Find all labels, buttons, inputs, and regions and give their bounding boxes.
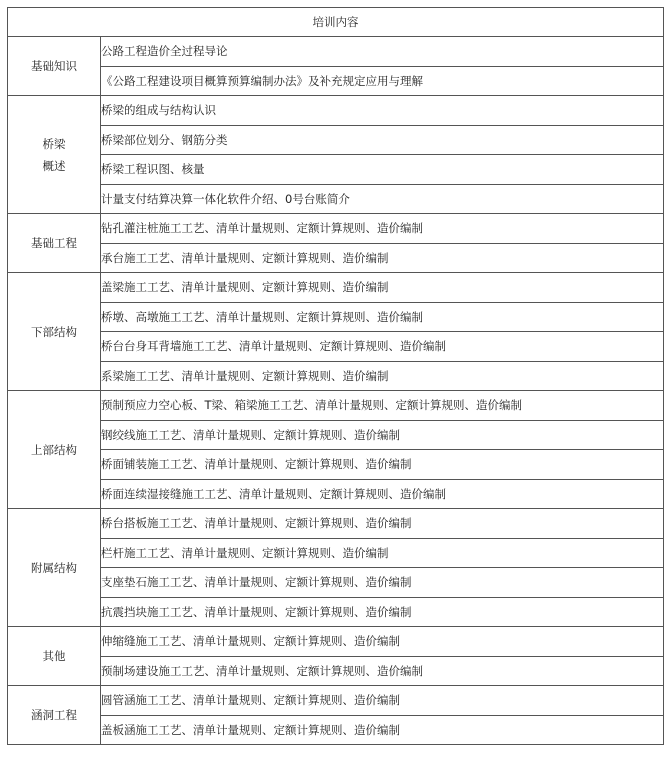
item-cell: 预制预应力空心板、T梁、箱梁施工工艺、清单计量规则、定额计算规则、造价编制 bbox=[101, 391, 664, 421]
item-cell: 《公路工程建设项目概算预算编制办法》及补充规定应用与理解 bbox=[101, 66, 664, 96]
item-cell: 桥面铺装施工工艺、清单计量规则、定额计算规则、造价编制 bbox=[101, 450, 664, 480]
item-cell: 桥面连续湿接缝施工工艺、清单计量规则、定额计算规则、造价编制 bbox=[101, 479, 664, 509]
item-cell: 桥台台身耳背墙施工工艺、清单计量规则、定额计算规则、造价编制 bbox=[101, 332, 664, 362]
item-cell: 伸缩缝施工工艺、清单计量规则、定额计算规则、造价编制 bbox=[101, 627, 664, 657]
section-label: 附属结构 bbox=[31, 560, 77, 575]
section-label: 基础工程 bbox=[31, 236, 77, 250]
item-cell: 盖梁施工工艺、清单计量规则、定额计算规则、造价编制 bbox=[101, 273, 664, 303]
section-label: 基础知识 bbox=[31, 59, 77, 73]
table-row bbox=[8, 96, 664, 126]
item-cell: 桥梁工程识图、核量 bbox=[101, 155, 664, 185]
item-cell: 桥台搭板施工工艺、清单计量规则、定额计算规则、造价编制 bbox=[101, 509, 664, 539]
table-row bbox=[8, 66, 664, 96]
item-cell: 系梁施工工艺、清单计量规则、定额计算规则、造价编制 bbox=[101, 361, 664, 391]
section-label: 上部结构 bbox=[31, 442, 77, 457]
table-row bbox=[8, 125, 664, 155]
section-label: 涵洞工程 bbox=[31, 708, 77, 722]
table-row bbox=[8, 273, 664, 303]
table-row bbox=[8, 715, 664, 745]
table-row bbox=[8, 568, 664, 598]
item-cell: 圆管涵施工工艺、清单计量规则、定额计算规则、造价编制 bbox=[101, 686, 664, 716]
section-cell-foundation bbox=[8, 214, 101, 273]
training-content-table bbox=[7, 7, 664, 745]
section-cell-superstructure bbox=[8, 391, 101, 509]
table-row bbox=[8, 155, 664, 185]
item-cell: 桥梁的组成与结构认识 bbox=[101, 96, 664, 126]
table-row bbox=[8, 214, 664, 244]
table-row bbox=[8, 627, 664, 657]
item-cell: 钻孔灌注桩施工工艺、清单计量规则、定额计算规则、造价编制 bbox=[101, 214, 664, 244]
item-cell: 桥梁部位划分、钢筋分类 bbox=[101, 125, 664, 155]
table-row bbox=[8, 361, 664, 391]
item-cell: 钢绞线施工工艺、清单计量规则、定额计算规则、造价编制 bbox=[101, 420, 664, 450]
section-cell-other bbox=[8, 627, 101, 686]
section-cell-substructure bbox=[8, 273, 101, 391]
section-label: 下部结构 bbox=[31, 324, 77, 339]
item-cell: 支座垫石施工工艺、清单计量规则、定额计算规则、造价编制 bbox=[101, 568, 664, 598]
table-row bbox=[8, 538, 664, 568]
table-row bbox=[8, 479, 664, 509]
item-cell: 承台施工工艺、清单计量规则、定额计算规则、造价编制 bbox=[101, 243, 664, 273]
header-row bbox=[8, 8, 664, 37]
item-cell: 公路工程造价全过程导论 bbox=[101, 37, 664, 67]
item-cell: 栏杆施工工艺、清单计量规则、定额计算规则、造价编制 bbox=[101, 538, 664, 568]
table-row bbox=[8, 184, 664, 214]
table-row bbox=[8, 420, 664, 450]
item-cell: 计量支付结算决算一体化软件介绍、0号台账简介 bbox=[101, 184, 664, 214]
table-row bbox=[8, 302, 664, 332]
item-cell: 桥墩、高墩施工工艺、清单计量规则、定额计算规则、造价编制 bbox=[101, 302, 664, 332]
section-cell-basics bbox=[8, 37, 101, 96]
item-cell: 盖板涵施工工艺、清单计量规则、定额计算规则、造价编制 bbox=[101, 715, 664, 745]
table-row bbox=[8, 597, 664, 627]
table-row bbox=[8, 332, 664, 362]
table-row bbox=[8, 37, 664, 67]
table-header: 培训内容 bbox=[8, 8, 664, 37]
section-cell-ancillary bbox=[8, 509, 101, 627]
section-label: 桥梁概述 bbox=[42, 136, 66, 173]
item-cell: 抗震挡块施工工艺、清单计量规则、定额计算规则、造价编制 bbox=[101, 597, 664, 627]
section-cell-bridge-overview bbox=[8, 96, 101, 214]
section-cell-culvert bbox=[8, 686, 101, 745]
section-label: 其他 bbox=[42, 649, 66, 663]
table-row bbox=[8, 391, 664, 421]
table-row bbox=[8, 509, 664, 539]
item-cell: 预制场建设施工工艺、清单计量规则、定额计算规则、造价编制 bbox=[101, 656, 664, 686]
table-row bbox=[8, 450, 664, 480]
training-document bbox=[7, 7, 664, 745]
table-row bbox=[8, 686, 664, 716]
table-row bbox=[8, 243, 664, 273]
table-row bbox=[8, 656, 664, 686]
